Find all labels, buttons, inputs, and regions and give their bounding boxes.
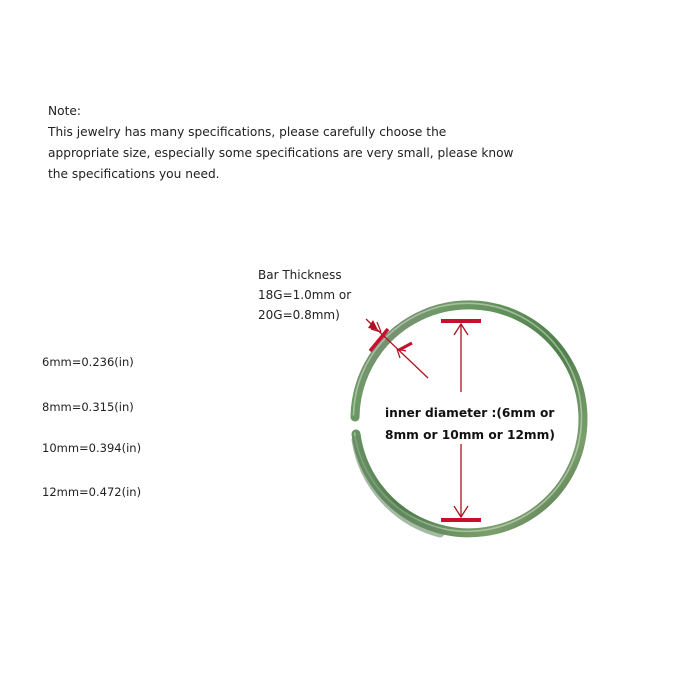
size-6mm: 6mm=0.236(in)	[42, 355, 134, 369]
ring-lower-shade	[356, 440, 440, 533]
note-line-2: appropriate size, especially some specifications are very small, please know	[48, 146, 514, 160]
bar-thickness-18g: 18G=1.0mm or	[258, 288, 352, 302]
size-8mm: 8mm=0.315(in)	[42, 400, 134, 414]
note-title: Note:	[48, 104, 81, 118]
note-line-3: the specifications you need.	[48, 167, 220, 181]
bar-thickness-20g: 20G=0.8mm)	[258, 308, 340, 322]
size-10mm: 10mm=0.394(in)	[42, 441, 142, 455]
bar-thickness-title: Bar Thickness	[258, 268, 342, 282]
note-line-1: This jewelry has many specifications, please carefully choose the	[48, 125, 447, 139]
size-12mm: 12mm=0.472(in)	[42, 485, 142, 499]
inner-diameter-line-1: inner diameter :(6mm or	[385, 406, 555, 420]
inner-diameter-line-2: 8mm or 10mm or 12mm)	[385, 428, 555, 442]
inner-diameter-label	[385, 402, 555, 446]
